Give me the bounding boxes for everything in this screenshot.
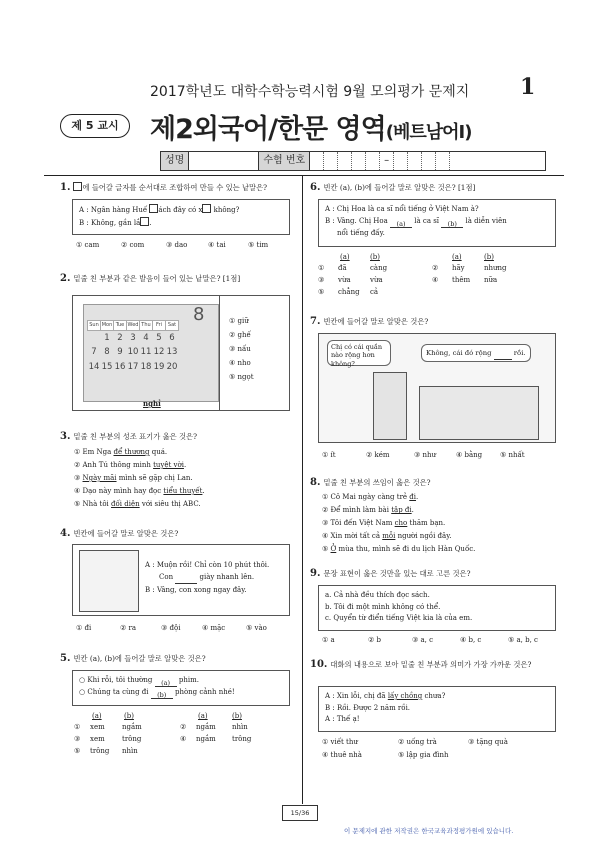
- q4-option-2[interactable]: ② ra: [120, 624, 137, 632]
- q5-option-4[interactable]: ④ ngắm trông: [180, 735, 252, 743]
- student-id-bar: [160, 151, 546, 171]
- q7-option-2[interactable]: ② kém: [366, 451, 390, 459]
- q5-sentence-box: ○ Khi rỗi, tôi thường (a) phim. ○ Chúng ta cùng đi (b) phòng cảnh nhé!: [72, 670, 290, 706]
- q8-option-1[interactable]: ① Cô Mai ngày càng trẻ đi.: [322, 493, 419, 501]
- q10-option-1[interactable]: ① viết thư: [322, 738, 358, 746]
- q5-option-5[interactable]: ⑤ trông nhìn: [74, 747, 138, 755]
- q10-dialogue-box: A : Xin lỗi, chị đã lấy chồng chưa? B : Rồi. Được 2 năm rồi. A : Thế ạ!: [318, 686, 556, 732]
- exam-title: 2017학년도 대학수학능력시험 9월 모의평가 문제지: [150, 84, 470, 100]
- q3-prompt: 3. 밑줄 친 부분의 성조 표기가 옳은 것은?: [60, 431, 198, 442]
- copyright-notice: 이 문제지에 관한 저작권은 한국교육과정평가원에 있습니다.: [344, 827, 514, 835]
- period-badge: 제 5 교시: [60, 114, 130, 138]
- calendar-month: 8: [193, 304, 205, 325]
- q2-figure-box: [72, 295, 290, 411]
- q1-option-1[interactable]: ① cam: [76, 241, 100, 249]
- q4-option-3[interactable]: ③ đội: [161, 624, 181, 632]
- q3-option-3[interactable]: ③ Ngày mãi mình sẽ gặp chị Lan.: [74, 474, 193, 482]
- q6-option-5[interactable]: ⑤ chẳng cả: [318, 288, 379, 296]
- q2-option-4[interactable]: ④ nho: [229, 359, 251, 367]
- speech-bubble-right: Không, cái đó rộng rồi.: [421, 344, 531, 362]
- q7-option-4[interactable]: ④ bằng: [456, 451, 483, 459]
- q9-option-3[interactable]: ③ a, c: [412, 636, 434, 644]
- q1-option-5[interactable]: ⑤ tim: [248, 241, 269, 249]
- exam-no-cell[interactable]: [338, 152, 352, 170]
- speech-bubble-left: Chị có cái quần nào rộng hơn không?: [327, 340, 391, 366]
- q10-option-2[interactable]: ② uống trà: [398, 738, 437, 746]
- q2-option-3[interactable]: ③ nấu: [229, 345, 251, 353]
- q6-option-4[interactable]: ④ thêm nữa: [432, 276, 498, 284]
- exam-no-cell[interactable]: [324, 152, 338, 170]
- q8-option-2[interactable]: ② Để mình làm bài tập đi.: [322, 506, 414, 514]
- subject-sub: (베트남어Ⅰ): [385, 122, 472, 143]
- subject-title: [150, 107, 471, 146]
- q5-option-3[interactable]: ③ xem trông: [74, 735, 142, 743]
- q3-option-2[interactable]: ② Anh Tú thông minh tuyệt vời.: [74, 461, 187, 469]
- q2-option-1[interactable]: ① giữ: [229, 317, 249, 325]
- q10-option-3[interactable]: ③ tặng quà: [468, 738, 508, 746]
- q2-caption: nghỉ: [143, 399, 161, 408]
- exam-no-dash: –: [380, 152, 394, 170]
- q2-prompt: 2. 밑줄 친 부분과 같은 발음이 들어 있는 낱말은? [1점]: [60, 273, 241, 284]
- q8-option-5[interactable]: ⑤ Ở mùa thu, mình sẽ đi du lịch Hàn Quốc.: [322, 545, 476, 553]
- column-divider: [302, 176, 303, 804]
- q7-prompt: 7. 빈칸에 들어갈 말로 알맞은 것은?: [310, 316, 429, 327]
- exam-no-cell[interactable]: [436, 152, 450, 170]
- blank-square-icon: [140, 217, 149, 226]
- q8-prompt: 8. 밑줄 친 부분의 쓰임이 옳은 것은?: [310, 477, 431, 488]
- q6-prompt: 6. 빈칸 (a), (b)에 들어갈 말로 알맞은 것은? [1점]: [310, 182, 476, 193]
- exam-no-cell[interactable]: [408, 152, 422, 170]
- q4-figure-box: A : Muộn rồi! Chỉ còn 10 phút thôi. Con giày nhanh lên. B : Vâng, con xong ngay đây.: [72, 544, 290, 616]
- clothing-rack-illustration: [419, 386, 539, 440]
- q8-option-4[interactable]: ④ Xin mời tất cả mỗi người ngồi đây.: [322, 532, 452, 540]
- q9-option-1[interactable]: ① a: [322, 636, 335, 644]
- q7-option-5[interactable]: ⑤ nhất: [500, 451, 525, 459]
- q2-option-2[interactable]: ② ghế: [229, 331, 251, 339]
- q5-prompt: 5. 빈칸 (a), (b)에 들어갈 말로 알맞은 것은?: [60, 653, 206, 664]
- q3-option-4[interactable]: ④ Dạo này mình hay đọc tiểu thuyết.: [74, 487, 205, 495]
- q1-option-4[interactable]: ④ tai: [208, 241, 226, 249]
- q3-option-1[interactable]: ① Em Nga để thương quá.: [74, 448, 168, 456]
- calendar-grid: Sun Mon Tue Wed Thu Fri Sat 1 2 3 4 5 6 7 8 9 10 11 12 13 14 15 16 17 18 19 20: [88, 322, 178, 372]
- q9-option-2[interactable]: ② b: [368, 636, 381, 644]
- q9-prompt: 9. 문장 표현이 옳은 것만을 있는 대로 고른 것은?: [310, 568, 471, 579]
- exam-no-label: 수험 번호: [259, 152, 310, 170]
- q6-option-2[interactable]: ② hãy nhưng: [432, 264, 507, 272]
- q7-figure-box: [318, 333, 556, 443]
- q6-option-3[interactable]: ③ vừa vừa: [318, 276, 383, 284]
- q9-option-4[interactable]: ④ b, c: [460, 636, 482, 644]
- q1-option-2[interactable]: ② com: [121, 241, 145, 249]
- q1-prompt: 1. 에 들어갈 글자를 순서대로 조합하여 만들 수 있는 낱말은?: [60, 182, 268, 193]
- footer-page-counter: 15/36: [282, 805, 318, 821]
- exam-no-cell[interactable]: [366, 152, 380, 170]
- q5-option-2[interactable]: ② ngắm nhìn: [180, 723, 248, 731]
- q4-option-5[interactable]: ⑤ vào: [246, 624, 267, 632]
- q2-option-5[interactable]: ⑤ ngọt: [229, 373, 254, 381]
- q6-option-1[interactable]: ① đã càng: [318, 264, 388, 272]
- q4-option-1[interactable]: ① đi: [76, 624, 92, 632]
- subject-main: 제2외국어/한문 영역: [150, 114, 386, 145]
- exam-no-cell[interactable]: [310, 152, 324, 170]
- exam-no-cell[interactable]: [394, 152, 408, 170]
- q1-option-3[interactable]: ③ dao: [166, 241, 188, 249]
- name-label: 성명: [161, 152, 189, 170]
- q4-prompt: 4. 빈칸에 들어갈 말로 알맞은 것은?: [60, 528, 179, 539]
- page-number: 1: [520, 74, 536, 100]
- q10-option-5[interactable]: ⑤ lập gia đình: [398, 751, 449, 759]
- q7-option-3[interactable]: ③ như: [414, 451, 437, 459]
- exam-no-cell[interactable]: [422, 152, 436, 170]
- q9-sentence-box: a. Cả nhà đều thích đọc sách. b. Tôi đi một mình không có thể. c. Quyển từ điển tiếng Việt kia là của em.: [318, 585, 556, 631]
- q7-option-1[interactable]: ① ít: [322, 451, 336, 459]
- q5-option-1[interactable]: ① xem ngắm: [74, 723, 142, 731]
- q6-dialogue-box: A : Chị Hoa là ca sĩ nổi tiếng ở Việt Nam à? B : Vâng. Chị Hoa (a) là ca sĩ (b) là diễn viên nổi tiếng đấy.: [318, 199, 556, 247]
- q10-option-4[interactable]: ④ thuê nhà: [322, 751, 362, 759]
- customer-illustration: [373, 372, 407, 440]
- name-field[interactable]: [189, 152, 259, 170]
- q1-dialogue-box: A : Ngân hàng Huế ách đây có x không? B : Không, gần lắ .: [72, 199, 290, 235]
- header-divider: [44, 175, 564, 176]
- child-shoes-illustration: [79, 550, 139, 612]
- q8-option-3[interactable]: ③ Tôi đến Việt Nam cho thăm bạn.: [322, 519, 446, 527]
- q10-prompt: 10. 대화의 내용으로 보아 밑줄 친 부분과 의미가 가장 가까운 것은?: [310, 659, 532, 670]
- q9-option-5[interactable]: ⑤ a, b, c: [508, 636, 538, 644]
- q3-option-5[interactable]: ⑤ Nhà tôi đối diện với siêu thị ABC.: [74, 500, 201, 508]
- exam-no-cell[interactable]: [352, 152, 366, 170]
- q4-option-4[interactable]: ④ mặc: [202, 624, 226, 632]
